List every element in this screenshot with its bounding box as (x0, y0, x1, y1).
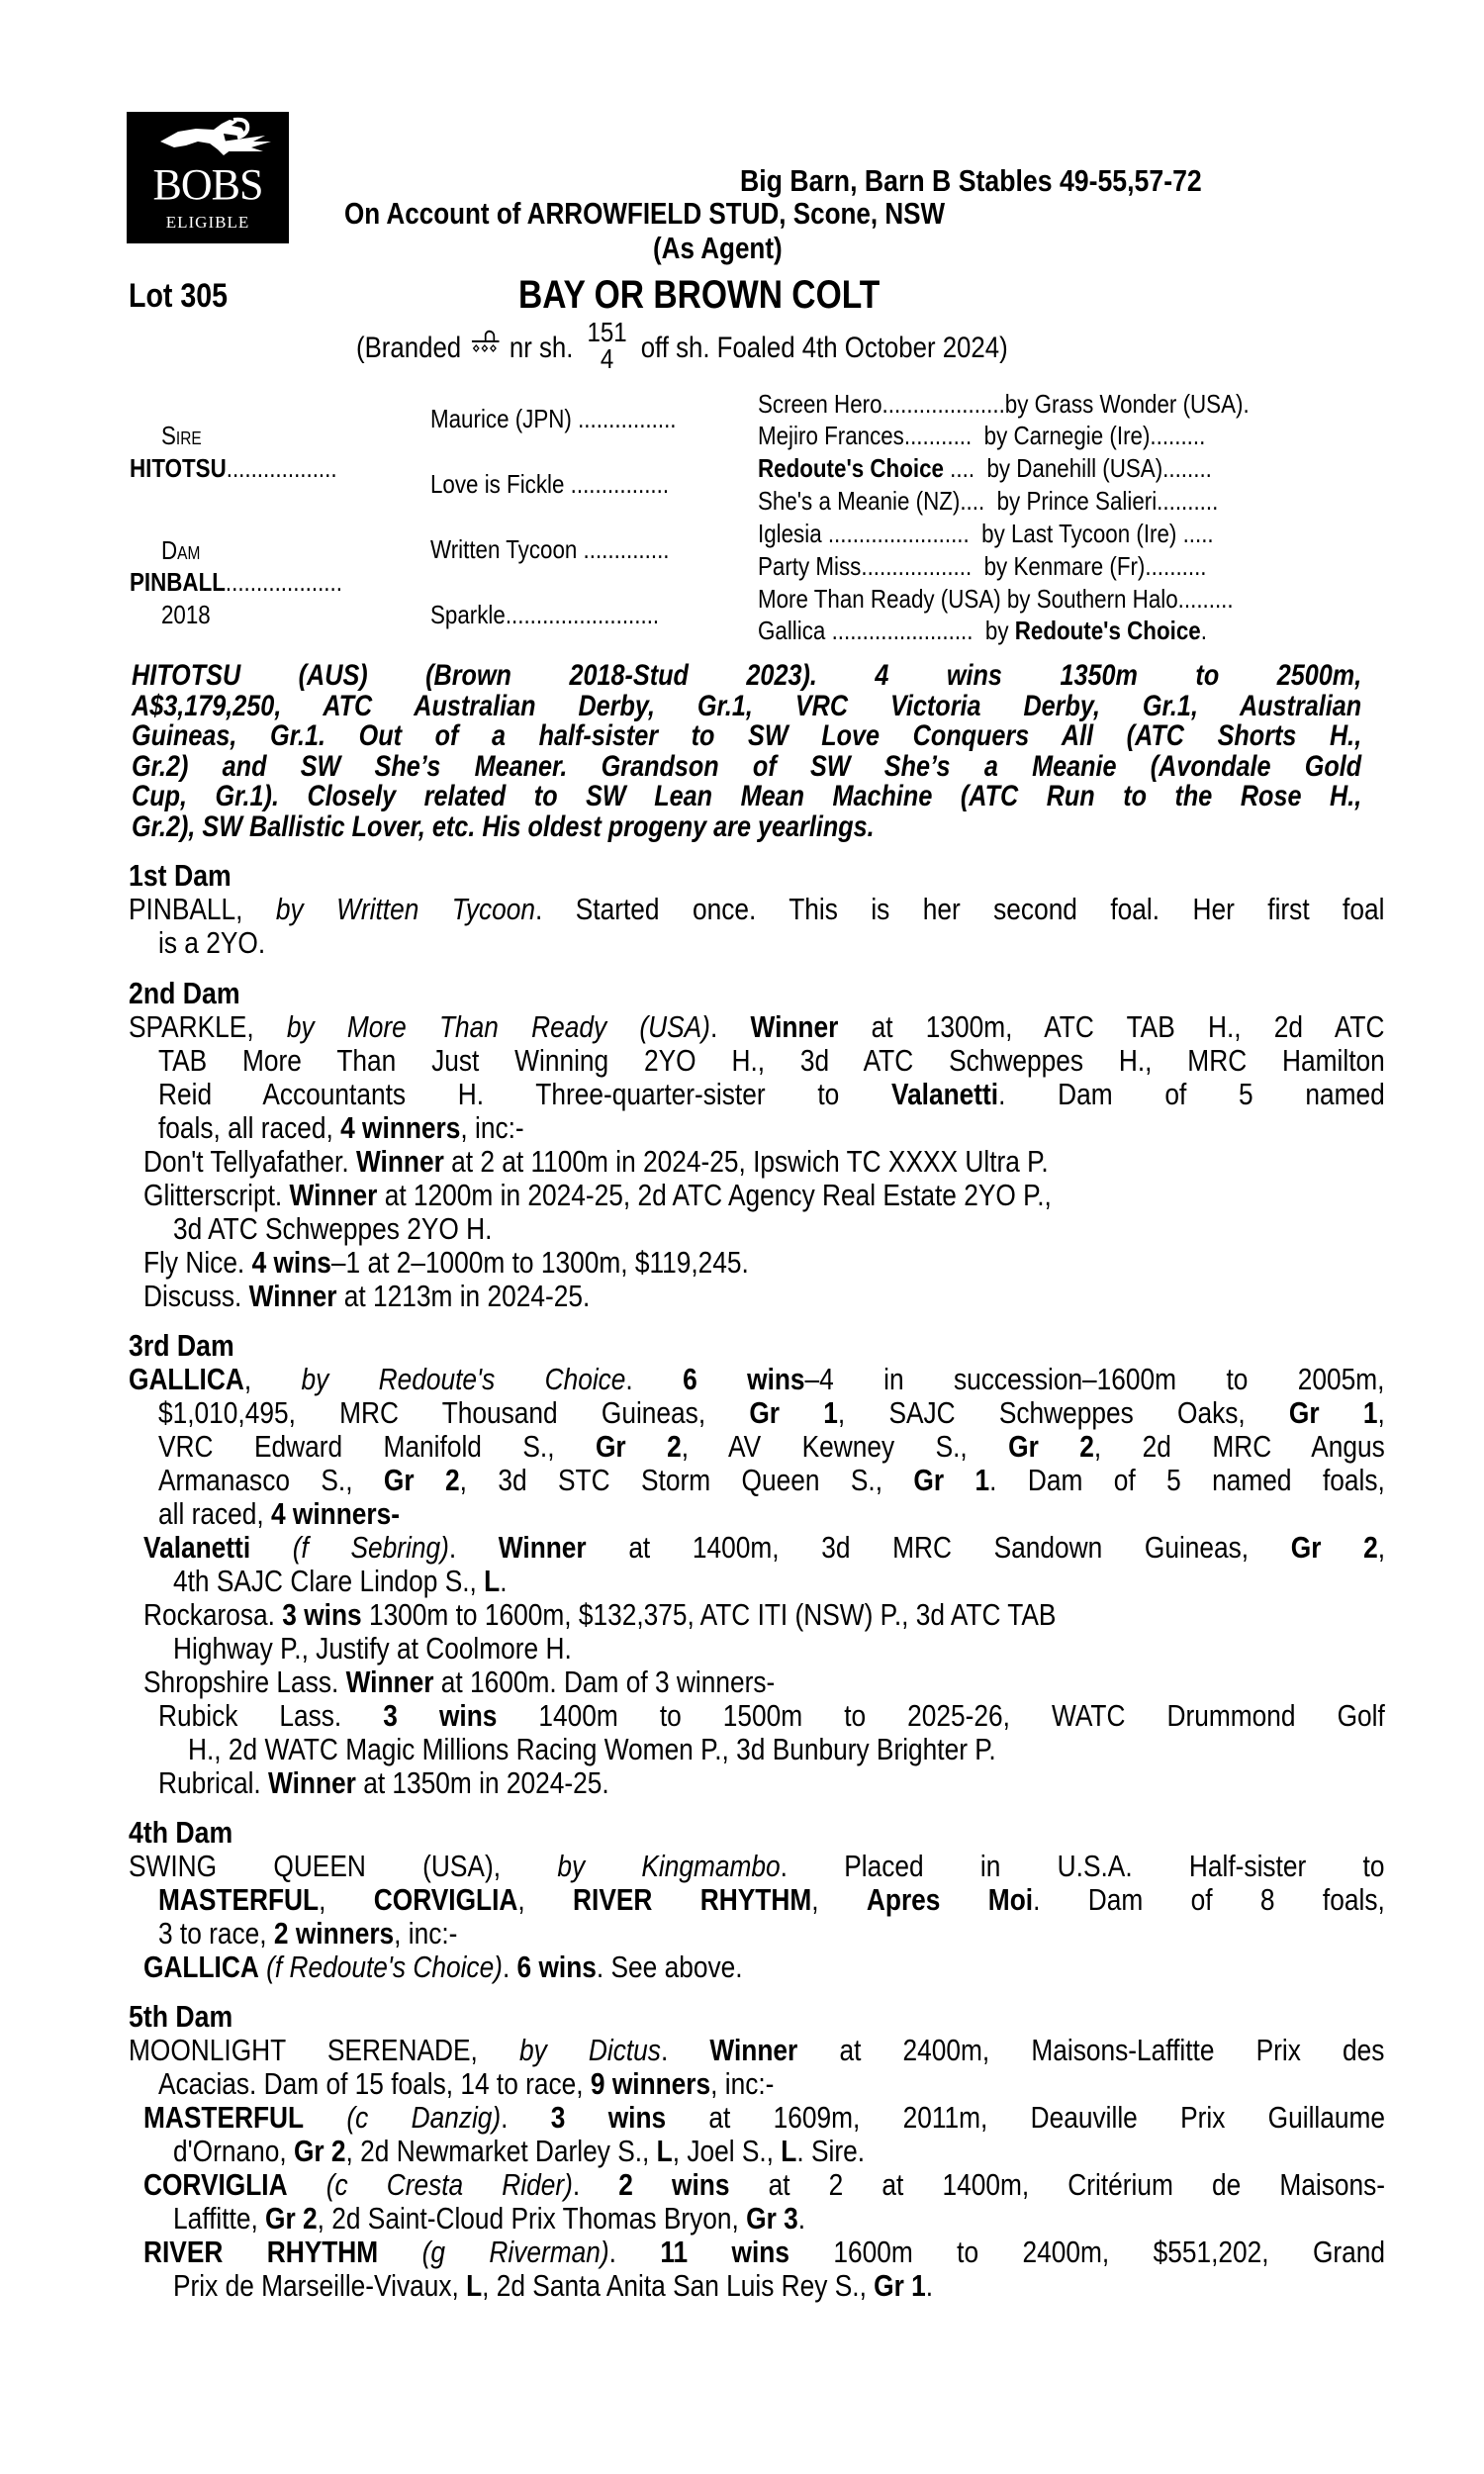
progeny-entry-cont: H., 2d WATC Magic Millions Racing Women P., 3d Bunbury Brighter P. (188, 1732, 996, 1766)
section-heading: 5th Dam (129, 1999, 233, 2034)
dam1-line: PINBALL, by Written Tycoon. Started once. This is her second foal. Her first foal (129, 892, 1385, 926)
logo-text-bobs: BOBS (152, 160, 263, 209)
brand-denominator: 4 (600, 343, 614, 374)
progeny-entry-cont: 4th SAJC Clare Lindop S., L. (173, 1564, 508, 1598)
dam3-line: $1,010,495, MRC Thousand Guineas, Gr 1, SAJC Schweppes Oaks, Gr 1, (158, 1395, 1385, 1430)
sire-name: HITOTSU.................. (130, 453, 337, 483)
gen3-row: Party Miss.................. by Kenmare (Fr).......... (758, 551, 1207, 581)
gen3-row: Gallica ....................... by Redoute's Choice. (758, 616, 1207, 645)
section-3rd-dam (129, 1329, 251, 1363)
section-heading: 3rd Dam (129, 1328, 234, 1363)
dam3-line: VRC Edward Manifold S., Gr 2, AV Kewney S., Gr 2, 2d MRC Angus (158, 1429, 1385, 1464)
progeny-entry: Valanetti (f Sebring). Winner at 1400m, 3d MRC Sandown Guineas, Gr 2, (143, 1530, 1386, 1565)
progeny-entry: Rockarosa. 3 wins 1300m to 1600m, $132,375, ATC ITI (NSW) P., 3d ATC TAB (143, 1597, 1057, 1632)
brand-near-side: nr sh. (509, 331, 574, 364)
gen3-row: Mejiro Frances........... by Carnegie (Ire)......... (758, 421, 1206, 450)
sire-value: HITOTSU (130, 453, 227, 483)
dam5-line: MOONLIGHT SERENADE, by Dictus. Winner at 2400m, Maisons-Laffitte Prix des (129, 2033, 1385, 2067)
progeny-entry: MASTERFUL (c Danzig). 3 wins at 1609m, 2011m, Deauville Prix Guillaume (143, 2100, 1386, 2135)
progeny-entry-cont: d'Ornano, Gr 2, 2d Newmarket Darley S., L, Joel S., L. Sire. (173, 2134, 866, 2168)
progeny-entry: Don't Tellyafather. Winner at 2 at 1100m in 2024-25, Ipswich TC XXXX Ultra P. (143, 1144, 1049, 1179)
dam-name: PINBALL................... (130, 567, 342, 597)
progeny-entry: CORVIGLIA (c Cresta Rider). 2 wins at 2 at 1400m, Critérium de Maisons- (143, 2167, 1386, 2202)
section-2nd-dam (129, 977, 258, 1010)
dam-value: PINBALL (130, 567, 226, 597)
progeny-entry: Shropshire Lass. Winner at 1600m. Dam of 3 winners- (143, 1665, 776, 1699)
progeny-entry: Glitterscript. Winner at 1200m in 2024-25, 2d ATC Agency Real Estate 2YO P., (143, 1178, 1052, 1212)
dam2-line: SPARKLE, by More Than Ready (USA). Winner at 1300m, ATC TAB H., 2d ATC (129, 1009, 1385, 1044)
horse-title: BAY OR BROWN COLT (518, 273, 881, 317)
dam4-line: SWING QUEEN (USA), by Kingmambo. Placed in U.S.A. Half-sister to (129, 1849, 1385, 1883)
gen3-row: Iglesia ....................... by Last Tycoon (Ire) ..... (758, 519, 1214, 548)
gen3-row: Screen Hero....................by Grass Wonder (USA). (758, 389, 1250, 419)
stable-location: Big Barn, Barn B Stables 49-55,57-72 (740, 163, 1202, 198)
dam-label: Dam (161, 535, 201, 565)
section-1st-dam (129, 859, 248, 893)
progeny-entry-cont: Highway P., Justify at Coolmore H. (173, 1631, 572, 1665)
dam2-line: Reid Accountants H. Three-quarter-sister to Valanetti. Dam of 5 named (158, 1077, 1385, 1111)
sire-dam: Love is Fickle ................ (430, 469, 670, 499)
gen3-row: She's a Meanie (NZ).... by Prince Salieri.......... (758, 486, 1219, 516)
progeny-entry-cont: Laffitte, Gr 2, 2d Saint-Cloud Prix Thomas Bryon, Gr 3. (173, 2201, 806, 2236)
section-heading: 2nd Dam (129, 976, 240, 1010)
sire-summary (132, 661, 1378, 842)
sire-summary-line: A$3,179,250, ATC Australian Derby, Gr.1, VRC Victoria Derby, Gr.1, Australian (132, 689, 1362, 722)
brand-fraction (587, 319, 626, 372)
progeny-entry: Discuss. Winner at 1213m in 2024-25. (143, 1279, 591, 1313)
dam-year: 2018 (161, 600, 211, 629)
brand-numerator: 151 (587, 317, 627, 347)
sire-summary-line: Gr.2), SW Ballistic Lover, etc. His oldest progeny are yearlings. (132, 809, 875, 843)
brand-mark-icon (468, 329, 502, 358)
brand-suffix: off sh. Foaled 4th October 2024) (640, 331, 1008, 364)
dam3-line: Armanasco S., Gr 2, 3d STC Storm Queen S., Gr 1. Dam of 5 named foals, (158, 1463, 1385, 1497)
brand-line (356, 317, 1008, 376)
progeny-entry-cont: 3d ATC Schweppes 2YO H. (173, 1211, 493, 1246)
progeny-entry: GALLICA (f Redoute's Choice). 6 wins. See above. (143, 1950, 743, 1984)
vendor-line: On Account of ARROWFIELD STUD, Scone, NSW (344, 196, 946, 231)
dam-sire: Written Tycoon .............. (430, 534, 670, 564)
sire-summary-line: HITOTSU (AUS) (Brown 2018-Stud 2023). 4 wins 1350m to 2500m, (132, 659, 1362, 692)
section-5th-dam (129, 2000, 249, 2034)
section-heading: 1st Dam (129, 858, 232, 893)
progeny-entry: Rubrical. Winner at 1350m in 2024-25. (158, 1765, 609, 1800)
progeny-entry: Rubick Lass. 3 wins 1400m to 1500m to 2025-26, WATC Drummond Golf (158, 1698, 1385, 1733)
brand-prefix: (Branded (356, 331, 462, 364)
dam1-line: is a 2YO. (158, 925, 266, 960)
gen3-row: More Than Ready (USA) by Southern Halo......... (758, 584, 1234, 614)
dam2-line: foals, all raced, 4 winners, inc:- (158, 1110, 524, 1145)
dam2-line: TAB More Than Just Winning 2YO H., 3d ATC Schweppes H., MRC Hamilton (158, 1043, 1385, 1078)
sire-sire: Maurice (JPN) ................ (430, 404, 677, 433)
dam-dam: Sparkle......................... (430, 600, 660, 629)
dam4-line: 3 to race, 2 winners, inc:- (158, 1916, 458, 1951)
gen3-row: Redoute's Choice .... by Danehill (USA)........ (758, 453, 1212, 483)
progeny-entry: Fly Nice. 4 wins–1 at 2–1000m to 1300m, $119,245. (143, 1245, 749, 1280)
dam3-line: GALLICA, by Redoute's Choice. 6 wins–4 in succession–1600m to 2005m, (129, 1362, 1385, 1396)
dam5-line: Acacias. Dam of 15 foals, 14 to race, 9 winners, inc:- (158, 2066, 775, 2101)
sire-summary-line: Gr.2) and SW She’s Meaner. Grandson of SW She’s a Meanie (Avondale Gold (132, 749, 1362, 783)
bobs-eligible-logo (127, 112, 289, 243)
sire-summary-line: Guineas, Gr.1. Out of a half-sister to SW Love Conquers All (ATC Shorts H., (132, 719, 1362, 752)
dam3-line: all raced, 4 winners- (158, 1496, 400, 1531)
section-heading: 4th Dam (129, 1815, 233, 1850)
sire-label: Sire (161, 421, 202, 450)
agent-line: (As Agent) (653, 231, 783, 265)
sire-summary-line: Cup, Gr.1). Closely related to SW Lean Mean Machine (ATC Run to the Rose H., (132, 780, 1362, 812)
lot-number: Lot 305 (129, 277, 228, 315)
progeny-entry: RIVER RHYTHM (g Riverman). 11 wins 1600m to 2400m, $551,202, Grand (143, 2235, 1386, 2269)
section-4th-dam (129, 1816, 249, 1850)
progeny-entry-cont: Prix de Marseille-Vivaux, L, 2d Santa Anita San Luis Rey S., Gr 1. (173, 2268, 934, 2303)
logo-text-eligible: ELIGIBLE (165, 213, 250, 232)
dam4-line: MASTERFUL, CORVIGLIA, RIVER RHYTHM, Apres Moi. Dam of 8 foals, (158, 1882, 1385, 1917)
